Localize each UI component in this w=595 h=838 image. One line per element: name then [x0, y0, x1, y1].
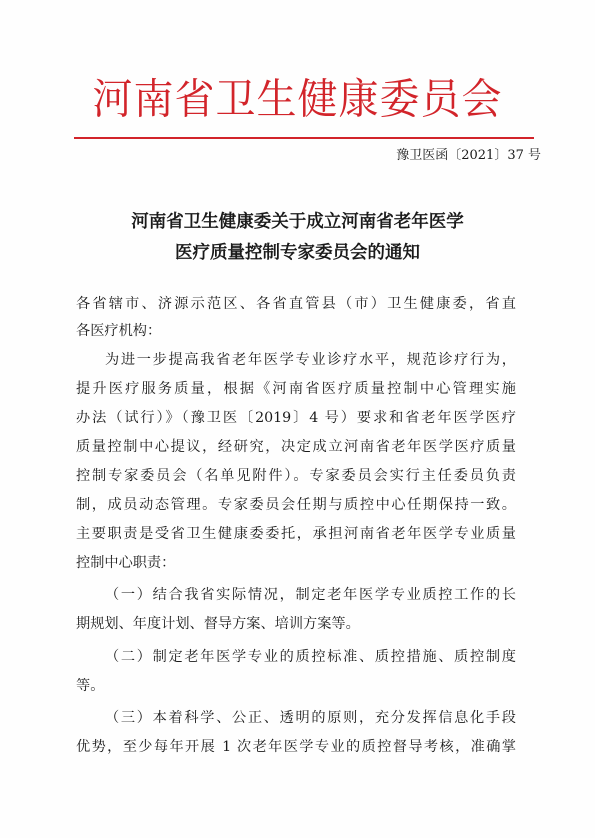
- item-2-line-1: （二）制定老年医学专业的质控标准、质控措施、质控制度: [105, 649, 516, 665]
- letterhead-org-name: 河南省卫生健康委员会: [92, 75, 503, 125]
- item-1-line-1: （一）结合我省实际情况，制定老年医学专业质控工作的长: [105, 587, 516, 603]
- item-3-line-2: 优势，至少每年开展 1 次老年医学专业的质控督导考核，准确掌: [76, 739, 516, 755]
- paragraph-1-line-5: 控制专家委员会（名单见附件）。专家委员会实行主任委员负责: [76, 468, 516, 484]
- document-number: 豫卫医函〔2021〕37 号: [396, 148, 541, 163]
- paragraph-1-line-6: 制，成员动态管理。专家委员会任期与质控中心任期保持一致。: [76, 497, 516, 513]
- item-2-line-2: 等。: [76, 678, 105, 694]
- paragraph-1-line-1: 为进一步提高我省老年医学专业诊疗水平，规范诊疗行为，: [105, 352, 516, 368]
- item-3-line-1: （三）本着科学、公正、透明的原则，充分发挥信息化手段: [105, 710, 516, 726]
- letterhead-red-rule: [74, 137, 534, 139]
- paragraph-1-line-7: 主要职责是受省卫生健康委委托，承担河南省老年医学专业质量: [76, 526, 516, 542]
- document-title-line-2: 医疗质量控制专家委员会的通知: [175, 243, 420, 263]
- paragraph-1-line-3: 办法（试行）》（豫卫医〔2019〕4 号）要求和省老年医学医疗: [76, 410, 516, 426]
- paragraph-1-line-4: 质量控制中心提议，经研究，决定成立河南省老年医学医疗质量: [76, 439, 516, 455]
- item-1-line-2: 期规划、年度计划、督导方案、培训方案等。: [76, 616, 360, 632]
- paragraph-1-line-2: 提升医疗服务质量，根据《河南省医疗质量控制中心管理实施: [76, 381, 516, 397]
- paragraph-1-line-8: 控制中心职责：: [76, 555, 176, 571]
- document-title-line-1: 河南省卫生健康委关于成立河南省老年医学: [131, 212, 464, 232]
- recipients-line-2: 各医疗机构：: [76, 323, 162, 339]
- recipients-line-1: 各省辖市、济源示范区、各省直管县（市）卫生健康委，省直: [76, 296, 516, 312]
